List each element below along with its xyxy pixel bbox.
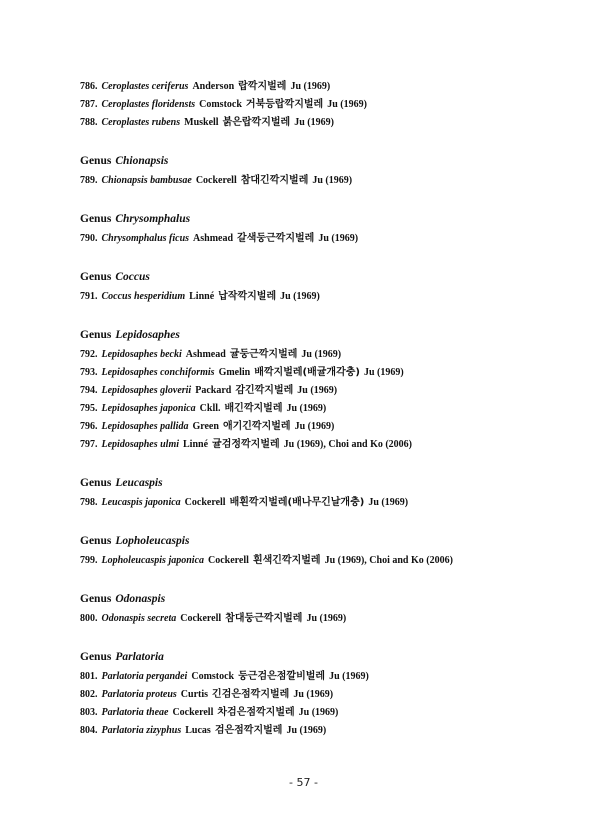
korean-name: 둥근검은점깔비벌레: [238, 671, 326, 682]
korean-name: 귤검정깍지벌레: [212, 439, 280, 450]
korean-name: 애기긴깍지벌레: [222, 421, 291, 432]
scientific-name: Chionapsis bambusae: [101, 175, 192, 186]
author-name: Cockerell: [184, 497, 226, 508]
entry-number: 792.: [80, 349, 98, 360]
entry-number: 790.: [80, 233, 98, 244]
author-name: Cockerell: [180, 613, 222, 624]
reference: Ju (1969): [294, 421, 335, 432]
scientific-name: Lepidosaphes becki: [101, 349, 182, 360]
scientific-name: Parlatoria pergandei: [101, 671, 188, 682]
reference: Ju (1969): [294, 117, 334, 128]
entry-number: 795.: [80, 403, 98, 414]
korean-name: 긴검은점깍지벌레: [212, 689, 290, 700]
genus-name: Lopholeucaspis: [115, 535, 190, 547]
korean-name: 랍깍지벌레: [238, 81, 287, 92]
entry-number: 787.: [80, 99, 98, 110]
author-name: Ashmead: [193, 233, 234, 244]
genus-label: Genus: [80, 535, 112, 547]
scientific-name: Ceroplastes floridensts: [101, 99, 196, 110]
genus-name: Coccus: [115, 271, 150, 283]
author-name: Muskell: [184, 117, 219, 128]
reference: Ju (1969): [286, 725, 327, 736]
author-name: Comstock: [199, 99, 242, 110]
reference: Ju (1969): [286, 403, 327, 414]
entry-number: 786.: [80, 81, 98, 92]
species-entry: [80, 348, 341, 362]
scientific-name: Lepidosaphes ulmi: [101, 439, 180, 450]
entry-number: 789.: [80, 175, 98, 186]
reference: Ju (1969): [306, 613, 347, 624]
entry-number: 797.: [80, 439, 98, 450]
korean-name: 흰색긴깍지벌레: [252, 555, 321, 566]
author-name: Linné: [189, 291, 215, 302]
reference: Ju (1969): [297, 385, 338, 396]
genus-label: Genus: [80, 213, 112, 225]
korean-name: 참대둥근깍지벌레: [225, 613, 303, 624]
reference: Ju (1969): [290, 81, 331, 92]
genus-label: Genus: [80, 477, 112, 489]
author-name: Curtis: [180, 689, 209, 700]
genus-label: Genus: [80, 329, 112, 341]
entry-number: 804.: [80, 725, 98, 736]
korean-name: 귤둥근깍지벌레: [229, 349, 298, 360]
korean-name: 감긴깍지벌레: [235, 385, 294, 396]
korean-name: 배긴깍지벌레: [224, 403, 283, 414]
scientific-name: Lepidosaphes japonica: [101, 403, 196, 414]
entry-number: 788.: [80, 117, 98, 128]
genus-name: Parlatoria: [115, 651, 164, 663]
species-entry: [80, 670, 369, 684]
entry-number: 802.: [80, 689, 98, 700]
species-entry: [80, 290, 320, 304]
author-name: Linné: [183, 439, 209, 450]
page-number: - 57 -: [289, 776, 318, 789]
author-name: Anderson: [192, 81, 235, 92]
entry-number: 803.: [80, 707, 98, 718]
reference: Ju (1969), Choi and Ko (2006): [283, 439, 413, 450]
author-name: Green: [192, 421, 219, 432]
genus-name: Odonaspis: [115, 593, 166, 605]
author-name: Lucas: [185, 725, 211, 736]
scientific-name: Lepidosaphes pallida: [101, 421, 189, 432]
entry-number: 801.: [80, 671, 98, 682]
scientific-name: Parlatoria theae: [101, 707, 169, 718]
korean-name: 거북등랍깍지벌레: [245, 99, 324, 110]
korean-name: 검은점깍지벌레: [214, 725, 283, 736]
scientific-name: Lepidosaphes conchiformis: [101, 367, 215, 378]
entry-number: 798.: [80, 497, 98, 508]
scientific-name: Leucaspis japonica: [101, 497, 181, 508]
author-name: Packard: [195, 385, 232, 396]
genus-label: Genus: [80, 651, 112, 663]
species-entry: [80, 98, 367, 112]
entry-number: 796.: [80, 421, 98, 432]
genus-name: Lepidosaphes: [115, 329, 180, 341]
korean-name: 갈색둥근깍지벌레: [237, 233, 315, 244]
species-entry: [80, 554, 453, 568]
species-entry: [80, 724, 326, 738]
reference: Ju (1969): [312, 175, 353, 186]
author-name: Cockerell: [172, 707, 214, 718]
reference: Ju (1969): [329, 671, 369, 682]
scientific-name: Chrysomphalus ficus: [101, 233, 190, 244]
entry-number: 794.: [80, 385, 98, 396]
reference: Ju (1969): [298, 707, 339, 718]
scientific-name: Lepidosaphes gloverii: [101, 385, 192, 396]
scientific-name: Ceroplastes ceriferus: [101, 81, 189, 92]
genus-label: Genus: [80, 593, 112, 605]
species-entry: [80, 80, 330, 94]
scientific-name: Parlatoria proteus: [101, 689, 177, 700]
genus-name: Chionapsis: [115, 155, 169, 167]
korean-name: 배흰깍지벌레(배나무긴날개충): [229, 497, 365, 508]
scientific-name: Coccus hesperidium: [101, 291, 186, 302]
genus-heading: [80, 650, 168, 664]
genus-heading: [80, 328, 184, 342]
genus-heading: [80, 592, 169, 606]
genus-heading: [80, 534, 193, 548]
species-entry: [80, 384, 337, 398]
reference: Ju (1969): [327, 99, 367, 110]
author-name: Cockerell: [208, 555, 249, 566]
author-name: Gmelin: [218, 367, 251, 378]
reference: Ju (1969): [301, 349, 342, 360]
genus-heading: [80, 154, 172, 168]
genus-name: Leucaspis: [115, 477, 163, 489]
species-entry: [80, 402, 326, 416]
reference: Ju (1969): [318, 233, 359, 244]
scientific-name: Parlatoria zizyphus: [101, 725, 182, 736]
entry-number: 800.: [80, 613, 98, 624]
reference: Ju (1969): [280, 291, 320, 302]
species-entry: [80, 496, 408, 510]
species-entry: [80, 706, 338, 720]
species-entry: [80, 688, 333, 702]
korean-name: 참대긴깍지벌레: [240, 175, 309, 186]
species-entry: [80, 116, 334, 130]
scientific-name: Lopholeucaspis japonica: [101, 555, 205, 566]
species-entry: [80, 438, 412, 452]
species-entry: [80, 366, 404, 380]
genus-name: Chrysomphalus: [115, 213, 191, 225]
species-entry: [80, 420, 334, 434]
species-entry: [80, 174, 352, 188]
species-entry: [80, 612, 346, 626]
author-name: Ckll.: [199, 403, 221, 414]
author-name: Ashmead: [185, 349, 226, 360]
scientific-name: Ceroplastes rubens: [101, 117, 181, 128]
genus-heading: [80, 212, 194, 226]
entry-number: 791.: [80, 291, 98, 302]
genus-label: Genus: [80, 271, 112, 283]
genus-heading: [80, 270, 154, 284]
korean-name: 붉은랍깍지벌레: [222, 117, 291, 128]
entry-number: 799.: [80, 555, 98, 566]
genus-label: Genus: [80, 155, 112, 167]
scientific-name: Odonaspis secreta: [101, 613, 177, 624]
author-name: Comstock: [191, 671, 235, 682]
genus-heading: [80, 476, 167, 490]
reference: Ju (1969), Choi and Ko (2006): [324, 555, 453, 566]
species-entry: [80, 232, 358, 246]
korean-name: 납작깍지벌레: [218, 291, 277, 302]
korean-name: 배깍지벌레(배귤개각충): [254, 367, 360, 378]
reference: Ju (1969): [368, 497, 409, 508]
author-name: Cockerell: [195, 175, 237, 186]
reference: Ju (1969): [293, 689, 334, 700]
entry-number: 793.: [80, 367, 98, 378]
reference: Ju (1969): [363, 367, 404, 378]
korean-name: 차검은점깍지벌레: [217, 707, 295, 718]
